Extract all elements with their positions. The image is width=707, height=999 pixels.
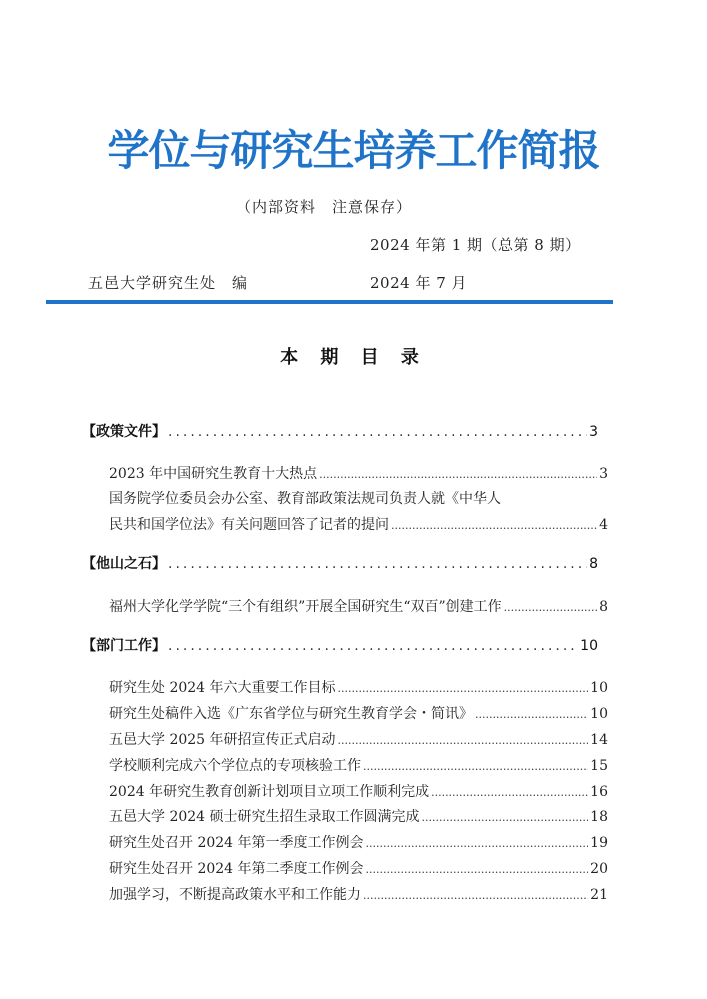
toc-entry-label: 福州大学化学学院“三个有组织”开展全国研究生“双百”创建工作 — [109, 599, 502, 615]
header-divider — [46, 300, 613, 304]
toc-page-number: 16 — [590, 784, 608, 800]
bulletin-title: 学位与研究生培养工作简报 — [107, 126, 600, 175]
toc-entry-label: 加强学习，不断提高政策水平和工作能力 — [109, 887, 361, 903]
toc-leader — [431, 786, 588, 799]
toc-entry-label: 研究生处稿件入选《广东省学位与研究生教育学会・简讯》 — [109, 706, 473, 722]
toc-leader — [366, 837, 589, 850]
toc-entry[interactable] — [109, 781, 608, 801]
toc-leader — [168, 556, 587, 572]
toc-page-number: 8 — [599, 599, 608, 615]
toc-page-number: 3 — [599, 466, 608, 482]
toc-page-number: 10 — [580, 638, 598, 654]
toc-entry-label: 2024 年研究生教育创新计划项目立项工作顺利完成 — [109, 784, 430, 800]
internal-note: （内部资料 注意保存） — [236, 198, 413, 216]
toc-leader — [366, 863, 589, 876]
toc-entry[interactable] — [109, 832, 608, 852]
toc-entry-label: 2023 年中国研究生教育十大热点 — [109, 466, 318, 482]
toc-page-number: 10 — [590, 680, 608, 696]
toc-section-label: 【他山之石】 — [82, 556, 166, 572]
toc-entry-line1[interactable]: 国务院学位委员会办公室、教育部政策法规司负责人就《中华人 — [109, 491, 501, 507]
toc-page-number: 20 — [590, 861, 608, 877]
toc-entry-label: 民共和国学位法》有关问题回答了记者的提问 — [109, 517, 389, 533]
toc-entry-label: 研究生处 2024 年六大重要工作目标 — [109, 680, 336, 696]
toc-page-number: 4 — [599, 517, 608, 533]
toc-section-others[interactable] — [82, 553, 598, 573]
toc-entry[interactable] — [109, 884, 608, 904]
toc-section-label: 【政策文件】 — [82, 424, 166, 440]
toc-section-label: 【部门工作】 — [82, 638, 166, 654]
toc-entry[interactable] — [109, 596, 608, 616]
toc-page-number: 14 — [590, 732, 608, 748]
toc-page-number: 19 — [590, 835, 608, 851]
issue-number: 2024 年第 1 期（总第 8 期） — [370, 236, 581, 254]
toc-entry[interactable] — [109, 729, 608, 749]
toc-page-number: 10 — [590, 706, 608, 722]
toc-leader — [422, 811, 589, 824]
toc-leader — [504, 601, 597, 614]
toc-entry[interactable] — [109, 755, 608, 775]
toc-entry[interactable] — [109, 858, 608, 878]
toc-leader — [363, 889, 588, 902]
toc-leader — [363, 760, 588, 773]
toc-entry[interactable] — [109, 677, 608, 697]
toc-page-number: 15 — [590, 758, 608, 774]
toc-leader — [475, 708, 588, 721]
toc-heading: 本 期 目 录 — [280, 347, 427, 368]
toc-entry[interactable] — [109, 463, 608, 483]
toc-leader — [338, 682, 589, 695]
toc-entry-label: 学校顺利完成六个学位点的专项核验工作 — [109, 758, 361, 774]
toc-page-number: 8 — [589, 556, 598, 572]
toc-leader — [168, 638, 578, 654]
toc-section-department[interactable] — [82, 635, 598, 655]
toc-entry-label: 研究生处召开 2024 年第二季度工作例会 — [109, 861, 364, 877]
toc-leader — [168, 424, 587, 440]
toc-leader — [391, 519, 597, 532]
toc-entry[interactable] — [109, 703, 608, 723]
publish-date: 2024 年 7 月 — [370, 274, 468, 292]
toc-entry-label: 五邑大学 2024 硕士研究生招生录取工作圆满完成 — [109, 809, 420, 825]
toc-leader — [319, 468, 597, 481]
toc-page-number: 18 — [590, 809, 608, 825]
toc-section-policy[interactable] — [82, 421, 598, 441]
toc-entry[interactable] — [109, 806, 608, 826]
toc-entry-label: 五邑大学 2025 年研招宣传正式启动 — [109, 732, 336, 748]
toc-page-number: 21 — [590, 887, 608, 903]
toc-page-number: 3 — [589, 424, 598, 440]
toc-entry[interactable] — [109, 514, 608, 534]
editor-credit: 五邑大学研究生处 编 — [88, 274, 249, 292]
toc-leader — [338, 734, 589, 747]
toc-entry-label: 研究生处召开 2024 年第一季度工作例会 — [109, 835, 364, 851]
